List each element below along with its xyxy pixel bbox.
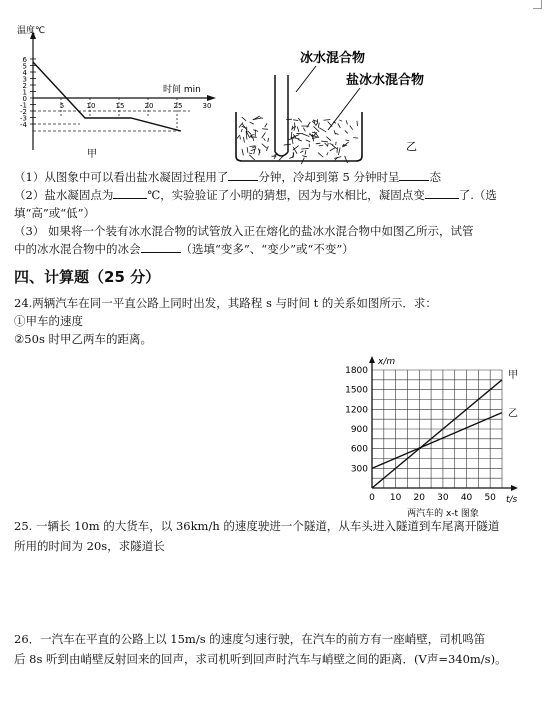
figure-a-xtick-label: 10 xyxy=(86,102,96,110)
q25-line2: 所用的时间为 20s，求隧道长 xyxy=(14,539,165,553)
q-part-line2: （2）盐水凝固点为 ℃，实验验证了小明的猜想，因为与水相比，凝固点变 了.（选 xyxy=(14,188,497,202)
xt-ytick-label: 1200 xyxy=(345,405,368,416)
figure-b-caption: 乙 xyxy=(406,140,417,153)
xt-xtick-label: 20 xyxy=(413,493,425,503)
figure-a-xlabel: 时间 min xyxy=(163,85,201,95)
figure-b-label-top: 冰水混合物 xyxy=(300,51,366,66)
xt-xtick-label: 50 xyxy=(484,493,496,503)
q26-line2: 后 8s 听到由峭壁反射回来的回声，求司机听到回声时汽车与峭壁之间的距离．(V声=340m/s)。 xyxy=(14,652,507,666)
figure-b-beaker-diagram xyxy=(228,40,468,170)
xt-series-line xyxy=(372,380,502,488)
xt-chart xyxy=(334,352,534,522)
page-corner-mark xyxy=(533,0,542,9)
figure-a-ylabel: 温度℃ xyxy=(17,26,46,36)
xt-y-arrow xyxy=(369,356,375,363)
q24-line2: ①甲车的速度 xyxy=(14,314,83,328)
figure-a-xticks xyxy=(60,102,212,110)
xt-x-arrow xyxy=(511,485,518,491)
section-title: 四、计算题（25 分） xyxy=(14,268,161,286)
xt-series-label: 乙 xyxy=(508,408,518,420)
figure-a-xtick-label: 20 xyxy=(144,102,154,110)
figure-a-ytick-label: -1 xyxy=(20,101,27,110)
figure-a-ytick-label: 1 xyxy=(22,88,27,97)
q-part-line5: 中的冰水混合物中的冰会 （选填“变多”、“变少”或“不变”） xyxy=(14,242,354,256)
xt-ytick-label: 600 xyxy=(350,444,368,455)
figure-a-ytick-label: -3 xyxy=(20,114,27,123)
figure-a-ytick-label: -4 xyxy=(20,121,27,129)
xt-title: 两汽车的 x-t 图象 xyxy=(407,509,479,519)
q24-line3: ②50s 时甲乙两车的距离。 xyxy=(14,332,152,346)
figure-a-xtick-label: 25 xyxy=(173,102,183,110)
answer-blank-5[interactable] xyxy=(141,240,181,253)
xt-xlabel: t/s xyxy=(506,495,518,505)
xt-series-line xyxy=(372,413,502,469)
figure-a-xtick-label: 30 xyxy=(202,102,212,110)
xt-xtick-label: 30 xyxy=(437,493,449,503)
xt-ytick-label: 900 xyxy=(350,425,368,435)
q24-line1: 24.两辆汽车在同一平直公路上同时出发，其路程 s 与时间 t 的关系如图所示．求： xyxy=(14,296,437,310)
q-part-line3: 填“高”或“低”） xyxy=(14,206,96,220)
xt-xtick-label: 40 xyxy=(460,493,473,503)
answer-blank-3[interactable] xyxy=(113,186,147,199)
figure-a-yticks xyxy=(20,56,36,129)
figure-a-ytick-label: -2 xyxy=(20,108,27,116)
answer-blank-1[interactable] xyxy=(228,168,258,181)
xt-series-label: 甲 xyxy=(508,369,518,381)
answer-blank-2[interactable] xyxy=(399,168,429,181)
figure-a-caption: 甲 xyxy=(87,149,97,160)
figure-a-ytick-label: 2 xyxy=(22,82,27,90)
figure-a-ytick-label: 0 xyxy=(22,95,27,103)
xt-ylabel: x/m xyxy=(378,357,396,367)
figure-a-ytick-label: 4 xyxy=(22,69,27,77)
q25-line1: 25. 一辆长 10m 的大货车，以 36km/h 的速度驶进一个隧道，从车头进入隧道到车尾离开隧道 xyxy=(14,519,500,533)
figure-a-ytick-label: 3 xyxy=(22,75,27,84)
figure-b-ice-pattern xyxy=(237,116,358,164)
xt-xtick-label: 0 xyxy=(369,493,375,503)
xt-xtick-label: 10 xyxy=(389,493,402,503)
answer-blank-4[interactable] xyxy=(425,186,459,199)
xt-ytick-label: 300 xyxy=(350,464,368,475)
q26-line1: 26．一汽车在平直的公路上以 15m/s 的速度匀速行驶，在汽车的前方有一座峭壁，司机鸣笛 xyxy=(14,632,486,646)
xt-ytick-label: 1800 xyxy=(345,366,368,376)
q-part-line1: （1）从图象中可以看出盐水凝固过程用了 分钟，冷却到第 5 分钟时呈 态 xyxy=(14,170,441,184)
figure-b-label-bottom: 盐冰水混合物 xyxy=(346,73,425,88)
q-part-line4: （3） 如果将一个装有冰水混合物的试管放入正在熔化的盐冰水混合物中如图乙所示，试管 xyxy=(14,224,474,238)
figure-a-ytick-label: 5 xyxy=(22,62,27,71)
figure-a-temperature-graph xyxy=(5,20,240,160)
figure-a-xtick-label: 5 xyxy=(59,102,65,110)
figure-a-ytick-label: 6 xyxy=(22,56,27,64)
figure-a-cooling-curve xyxy=(33,62,181,131)
xt-ytick-label: 1500 xyxy=(345,385,368,396)
figure-a-xtick-label: 15 xyxy=(115,102,125,110)
